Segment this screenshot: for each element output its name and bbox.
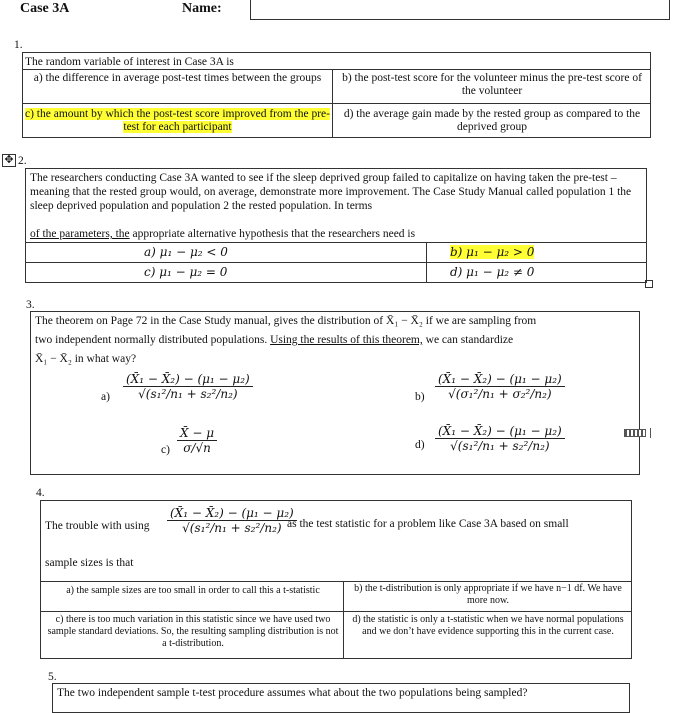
q3-option-b[interactable] [435,372,565,401]
q1-box [22,52,651,138]
resize-handle[interactable] [645,280,653,288]
q1-option-b[interactable]: b) the post-test score for the volunteer minus the pre-test score of the volunteer [342,72,642,97]
q2-box [25,168,647,283]
q3-option-a[interactable] [123,372,253,401]
q4-option-a[interactable]: a) the sample sizes are too small in order to call this a t-statistic [66,585,320,596]
q3-stem-2 [35,333,513,347]
q2-stem: The researchers conducting Case 3A wanted to see if the sleep deprived group failed to capitalize on having taken the pre-test – meaning that the rested group would, on average, demonstrate more improvement. The Case Study Manual called population 1 the sleep deprived population and population 2 the rested population. In terms [30,172,632,212]
q4-denominator: √(s₁²/n₁ + s₂²/n₂) [182,521,282,535]
q3-b-numerator: (X̄₁ − X̄₂) − (μ₁ − μ₂) [435,372,565,387]
q2-option-a[interactable]: a) μ₁ − μ₂ < 0 [144,245,228,259]
q4-option-d[interactable]: d) the statistic is only a t-statistic when we have normal populations and we don’t have evidence supporting this in the current case. [352,614,624,637]
q3-option-b-label: b) [415,391,425,403]
q3-b-denominator: √(σ₁²/n₁ + σ₂²/n₂) [448,387,552,401]
q2-stem-underlined: of the parameters, the [30,228,130,240]
divider [41,611,631,612]
q1-stem: The random variable of interest in Case 3A is [25,56,234,68]
q5-number: 5. [48,671,57,683]
q4-box [40,500,632,659]
q3-option-d[interactable] [435,424,565,453]
q5-stem: The two independent sample t-test procedure assumes what about the two populations being sampled? [57,687,528,699]
q3-a-denominator: √(s₁²/n₁ + s₂²/n₂) [138,387,238,401]
q5-box [52,683,630,713]
divider [26,242,646,243]
q4-stem-post: as the test statistic for a problem like Case 3A based on small [287,518,569,530]
q3-option-c[interactable] [177,426,217,455]
q3-stem-underlined: Using the results of this theorem, [270,334,423,346]
q3-stem-1: The theorem on Page 72 in the Case Study manual, gives the distribution of X̄₁ − X̄₂ if we are sampling from [35,315,537,327]
q2-number: 2. [18,155,27,167]
q3-option-c-label: c) [161,444,170,456]
q1-option-c[interactable] [25,108,330,134]
q3-d-denominator: √(s₁²/n₁ + s₂²/n₂) [450,439,550,453]
q3-c-numerator: X̄ − μ [177,426,217,441]
divider [23,69,650,70]
q3-a-numerator: (X̄₁ − X̄₂) − (μ₁ − μ₂) [123,372,253,387]
q4-option-b[interactable]: b) the t-distribution is only appropriate if we have n−1 df. We have more now. [354,583,622,606]
q3-stem-2a: two independent normally distributed populations. [35,334,268,346]
q3-option-d-label: d) [415,439,425,451]
q2-stem-line [30,227,415,241]
q4-stem-2: sample sizes is that [45,557,134,569]
name-input[interactable] [250,0,670,20]
q4-option-c[interactable]: c) there is too much variation in this statistic since we have used two sample standard deviations. So, the resulting sampling distribution is not a t-distribution. [47,614,339,649]
q3-number: 3. [26,299,35,311]
q3-option-a-label: a) [101,391,110,403]
case-label: Case 3A [20,1,70,16]
q2-option-c[interactable]: c) μ₁ − μ₂ = 0 [144,265,228,279]
q3-d-numerator: (X̄₁ − X̄₂) − (μ₁ − μ₂) [435,424,565,439]
q2-option-b[interactable]: b) μ₁ − μ₂ > 0 [450,245,535,259]
divider [343,581,344,658]
q1-option-d[interactable]: d) the average gain made by the rested group as compared to the deprived group [343,108,641,133]
divider [26,262,646,263]
divider [23,103,650,104]
q4-stem-pre: The trouble with using [45,520,150,532]
q3-box [30,311,640,475]
q2-option-d[interactable]: d) μ₁ − μ₂ ≠ 0 [450,265,535,279]
name-label: Name: [182,1,222,16]
q1-option-a[interactable]: a) the difference in average post-test times between the groups [33,72,322,84]
q4-formula [167,506,297,535]
move-handle-icon[interactable]: ✥ [2,154,16,167]
q2-stem-rest: appropriate alternative hypothesis that the researchers need is [129,228,416,240]
q3-stem-3: X̄₁ − X̄₂ in what way? [35,353,137,365]
divider [41,581,631,582]
q4-numerator: (X̄₁ − X̄₂) − (μ₁ − μ₂) [167,506,297,521]
column-handle-icon[interactable] [624,428,656,438]
q1-number: 1. [14,39,23,51]
q1-option-c-highlight: c) the amount by which the post-test score improved from the pre-test for each participant [25,108,330,133]
q3-c-denominator: σ/√n [183,441,211,455]
q4-number: 4. [36,487,45,499]
q3-stem-2c: we can standardize [422,334,514,346]
